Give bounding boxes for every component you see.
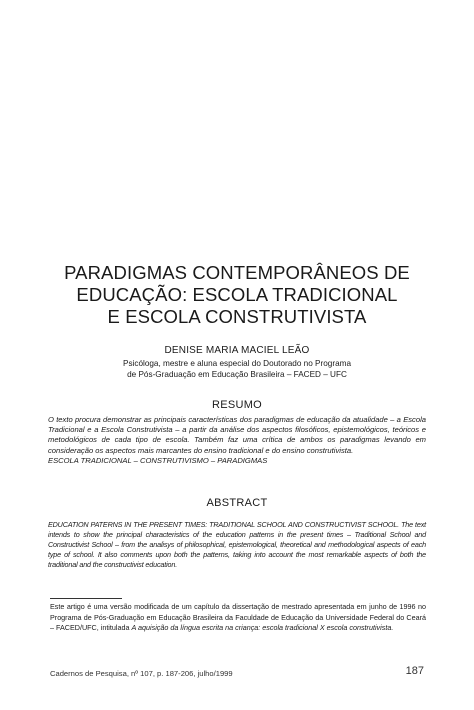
- title-line: PARADIGMAS CONTEMPORÂNEOS DE: [64, 262, 410, 283]
- affiliation-line: de Pós-Graduação em Educação Brasileira – FACED – UFC: [127, 370, 347, 379]
- resumo-keywords: ESCOLA TRADICIONAL – CONSTRUTIVISMO – PARADIGMAS: [48, 455, 268, 465]
- author-name: DENISE MARIA MACIEL LEÃO: [164, 345, 310, 356]
- resumo-heading: RESUMO: [211, 399, 263, 411]
- article-title: [40, 262, 434, 328]
- running-footer: Cadernos de Pesquisa, nº 107, p. 187-206, julho/1999: [50, 669, 233, 678]
- footnote-text: Este artigo é uma versão modificada de um capítulo da dissertação de mestrado apresentada em junho de 1996 no Programa de Pós-Graduação em Educação Brasileira da Faculdade de Educação da Universidade Federal do Ceará – FACED/UFC, intitulada: [50, 602, 426, 632]
- title-line: E ESCOLA CONSTRUTIVISTA: [107, 306, 367, 327]
- abstract-title-line: EDUCATION PATERNS IN THE PRESENT TIMES: TRADITIONAL SCHOOL AND CONSTRUCTIVIST SCHOOL.: [48, 520, 400, 529]
- page-number: 187: [405, 665, 424, 677]
- resumo-text: O texto procura demonstrar as principais características dos paradigmas de educação da atualidade – a Escola Tradicional e a Escola Construtivista – a partir da análise dos aspectos filosóficos, epistemológicos, teóricos e metodológicos de cada tipo de escola. Também faz uma crítica de ambos os paradigmas levando em consideração os aspectos mais marcantes do ensino tradicional e do ensino construtivista.: [48, 415, 426, 455]
- footnote: [50, 602, 426, 634]
- abstract-text: The text intends to show the principal characteristics of the education patterns in the present times – Traditional School and Constructivist School – from the analisys of philosophical, epistemological, theoretical and methodological aspects of each type of school. It also comments upon both the patterns, taking into account the most remarkable aspects of both the traditional and the constructivist education.: [48, 520, 426, 569]
- footnote-dissertation-title: A aquisição da língua escrita na criança: escola tradicional X escola construtivista.: [131, 623, 394, 632]
- affiliation-line: Psicóloga, mestre e aluna especial do Doutorado no Programa: [122, 359, 352, 368]
- abstract-body: [48, 520, 426, 570]
- author-affiliation: [40, 358, 434, 380]
- resumo-body: [48, 415, 426, 466]
- abstract-heading: ABSTRACT: [206, 497, 268, 509]
- footnote-divider: [50, 598, 122, 599]
- title-line: EDUCAÇÃO: ESCOLA TRADICIONAL: [76, 284, 398, 305]
